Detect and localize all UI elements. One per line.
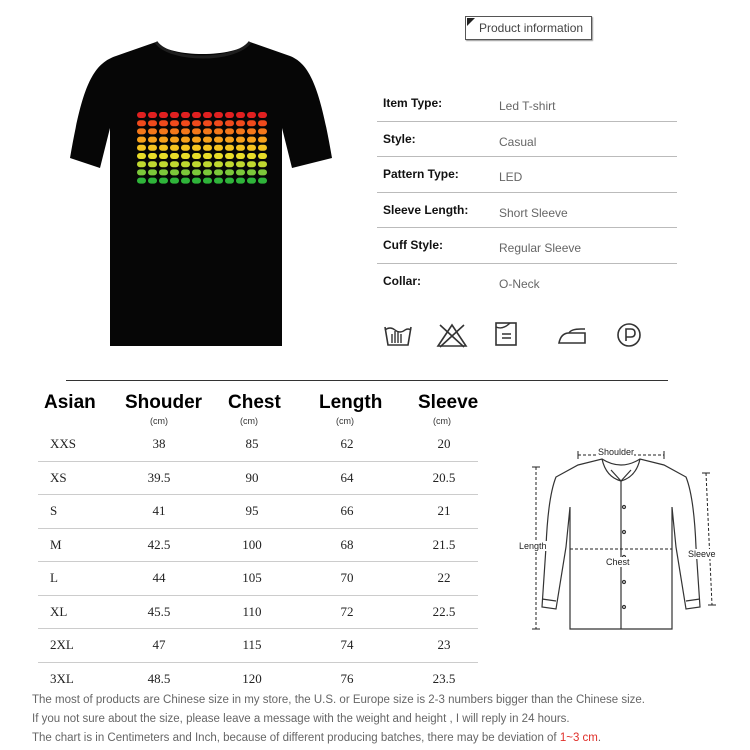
equalizer-segment bbox=[203, 128, 212, 134]
equalizer-segment bbox=[225, 169, 234, 175]
cell-shoulder: 48.5 bbox=[147, 670, 171, 686]
equalizer-segment bbox=[159, 112, 168, 118]
unit-shoulder: (cm) bbox=[150, 416, 168, 426]
hand-wash-icon bbox=[383, 321, 413, 349]
cell-shoulder: 42.5 bbox=[147, 536, 171, 552]
label-chest: Chest bbox=[606, 557, 630, 567]
equalizer-segment bbox=[170, 128, 179, 134]
equalizer-segment bbox=[181, 161, 190, 167]
equalizer-segment bbox=[203, 112, 212, 118]
equalizer-segment bbox=[247, 153, 256, 159]
note-line-3-end: . bbox=[597, 732, 602, 744]
equalizer-segment bbox=[214, 128, 223, 134]
equalizer-segment bbox=[236, 169, 245, 175]
unit-sleeve: (cm) bbox=[433, 416, 451, 426]
equalizer-segment bbox=[170, 145, 179, 151]
info-value: LED bbox=[499, 170, 523, 185]
equalizer-segment bbox=[192, 169, 201, 175]
equalizer-segment bbox=[236, 178, 245, 184]
table-row bbox=[38, 629, 478, 663]
cell-sleeve: 22.5 bbox=[432, 603, 456, 619]
deviation-highlight: 1~3 cm bbox=[559, 732, 598, 744]
table-row bbox=[38, 529, 478, 563]
equalizer-segment bbox=[214, 169, 223, 175]
no-bleach-icon bbox=[436, 321, 468, 349]
equalizer-segment bbox=[192, 120, 201, 126]
note-line-3 bbox=[32, 729, 732, 748]
equalizer-segment bbox=[192, 128, 201, 134]
equalizer-segment bbox=[170, 153, 179, 159]
cell-sleeve: 23.5 bbox=[432, 670, 456, 686]
info-value: Short Sleeve bbox=[499, 205, 568, 220]
equalizer-segment bbox=[137, 120, 146, 126]
table-row bbox=[38, 428, 478, 462]
equalizer-segment bbox=[225, 112, 234, 118]
equalizer-segment bbox=[203, 145, 212, 151]
equalizer-segment bbox=[236, 112, 245, 118]
equalizer-segment bbox=[203, 153, 212, 159]
equalizer-segment bbox=[159, 145, 168, 151]
cell-size: XS bbox=[50, 469, 67, 485]
equalizer-segment bbox=[203, 178, 212, 184]
equalizer-segment bbox=[247, 161, 256, 167]
equalizer-segment bbox=[159, 137, 168, 143]
equalizer-segment bbox=[159, 120, 168, 126]
info-row-pattern-type bbox=[377, 157, 677, 193]
equalizer-segment bbox=[148, 169, 157, 175]
equalizer-segment bbox=[181, 120, 190, 126]
cell-length: 68 bbox=[340, 536, 354, 552]
info-row-style bbox=[377, 122, 677, 158]
info-key: Pattern Type: bbox=[383, 167, 459, 182]
cell-shoulder: 38 bbox=[152, 436, 166, 451]
info-row-sleeve-length bbox=[377, 193, 677, 229]
equalizer-segment bbox=[247, 169, 256, 175]
equalizer-segment bbox=[159, 161, 168, 167]
equalizer-segment bbox=[214, 137, 223, 143]
info-key: Collar: bbox=[383, 273, 422, 288]
dry-clean-icon bbox=[615, 321, 643, 349]
equalizer-segment bbox=[170, 137, 179, 143]
iron-icon bbox=[555, 321, 589, 349]
cell-size: 3XL bbox=[50, 670, 74, 686]
note-line-2: If you not sure about the size, please leave a message with the weight and height , I will reply in 24 hours. bbox=[32, 713, 570, 725]
header-length: Length bbox=[319, 392, 383, 413]
cell-shoulder: 41 bbox=[152, 503, 166, 518]
equalizer-segment bbox=[192, 145, 201, 151]
cell-size: S bbox=[50, 503, 58, 518]
equalizer-segment bbox=[236, 137, 245, 143]
equalizer-segment bbox=[258, 169, 267, 175]
cell-chest: 115 bbox=[242, 637, 262, 652]
cell-shoulder: 47 bbox=[152, 637, 166, 652]
equalizer-segment bbox=[148, 161, 157, 167]
equalizer-segment bbox=[137, 112, 146, 118]
cell-sleeve: 22 bbox=[437, 570, 451, 585]
equalizer-segment bbox=[192, 153, 201, 159]
equalizer-segment bbox=[159, 178, 168, 184]
led-tshirt-image bbox=[70, 28, 335, 350]
cell-sleeve: 20.5 bbox=[432, 469, 456, 485]
product-info-header bbox=[465, 16, 592, 40]
equalizer-segment bbox=[148, 137, 157, 143]
cell-sleeve: 21.5 bbox=[432, 536, 456, 552]
equalizer-segment bbox=[159, 128, 168, 134]
unit-chest: (cm) bbox=[240, 416, 258, 426]
cell-chest: 90 bbox=[245, 469, 259, 485]
equalizer-segment bbox=[214, 120, 223, 126]
header-asian: Asian bbox=[44, 392, 96, 413]
cell-chest: 100 bbox=[242, 536, 262, 552]
equalizer-segment bbox=[203, 169, 212, 175]
equalizer-segment bbox=[148, 178, 157, 184]
care-icons-row bbox=[383, 321, 653, 353]
equalizer-segment bbox=[192, 112, 201, 118]
equalizer-segment bbox=[247, 145, 256, 151]
equalizer-segment bbox=[258, 128, 267, 134]
equalizer-segment bbox=[170, 161, 179, 167]
equalizer-segment bbox=[236, 153, 245, 159]
equalizer-segment bbox=[170, 120, 179, 126]
equalizer-segment bbox=[236, 120, 245, 126]
equalizer-segment bbox=[236, 145, 245, 151]
equalizer-segment bbox=[258, 137, 267, 143]
cell-chest: 95 bbox=[245, 503, 259, 518]
equalizer-segment bbox=[225, 178, 234, 184]
equalizer-segment bbox=[214, 145, 223, 151]
equalizer-segment bbox=[137, 178, 146, 184]
equalizer-segment bbox=[214, 153, 223, 159]
equalizer-segment bbox=[225, 145, 234, 151]
cell-length: 70 bbox=[340, 570, 354, 585]
equalizer-segment bbox=[214, 112, 223, 118]
product-info-table bbox=[377, 86, 677, 300]
equalizer-segment bbox=[137, 153, 146, 159]
cell-size: 2XL bbox=[50, 637, 74, 652]
cell-size: L bbox=[50, 570, 58, 585]
info-row-item-type bbox=[377, 86, 677, 122]
cell-shoulder: 39.5 bbox=[147, 469, 171, 485]
cell-size: XL bbox=[50, 603, 68, 619]
table-row bbox=[38, 562, 478, 596]
equalizer-segment bbox=[192, 161, 201, 167]
equalizer-segment bbox=[192, 137, 201, 143]
equalizer-segment bbox=[258, 120, 267, 126]
cell-chest: 120 bbox=[242, 670, 262, 686]
header-sleeve: Sleeve bbox=[418, 392, 479, 413]
equalizer-segment bbox=[236, 161, 245, 167]
equalizer-segment bbox=[258, 112, 267, 118]
equalizer-segment bbox=[137, 145, 146, 151]
equalizer-segment bbox=[137, 161, 146, 167]
label-sleeve: Sleeve bbox=[688, 549, 716, 559]
equalizer-segment bbox=[170, 112, 179, 118]
equalizer-segment bbox=[181, 128, 190, 134]
info-value: Led T-shirt bbox=[499, 99, 556, 113]
info-key: Item Type: bbox=[383, 96, 443, 110]
equalizer-segment bbox=[247, 178, 256, 184]
equalizer-segment bbox=[247, 137, 256, 143]
cell-sleeve: 20 bbox=[437, 436, 451, 451]
note-line-1: The most of products are Chinese size in my store, the U.S. or Europe size is 2-3 numbers bigger than the Chinese size. bbox=[32, 694, 645, 706]
equalizer-segment bbox=[225, 137, 234, 143]
equalizer-segment bbox=[181, 169, 190, 175]
equalizer-segment bbox=[148, 145, 157, 151]
equalizer-segment bbox=[181, 153, 190, 159]
equalizer-segment bbox=[148, 128, 157, 134]
label-length: Length bbox=[519, 541, 547, 551]
cell-shoulder: 45.5 bbox=[147, 603, 171, 619]
corner-marker bbox=[467, 18, 475, 26]
info-key: Cuff Style: bbox=[383, 238, 443, 253]
cell-length: 76 bbox=[340, 670, 354, 686]
size-table-body bbox=[38, 428, 478, 696]
info-key: Style: bbox=[383, 131, 416, 146]
equalizer-segment bbox=[258, 161, 267, 167]
equalizer-segment bbox=[170, 169, 179, 175]
cell-length: 62 bbox=[340, 436, 354, 451]
equalizer-segment bbox=[181, 137, 190, 143]
product-info-title: Product information bbox=[479, 21, 584, 35]
cell-shoulder: 44 bbox=[152, 570, 166, 585]
unit-length: (cm) bbox=[336, 416, 354, 426]
equalizer-segment bbox=[225, 153, 234, 159]
cell-chest: 105 bbox=[242, 570, 262, 585]
equalizer-segment bbox=[181, 112, 190, 118]
cell-size: M bbox=[50, 536, 62, 552]
equalizer-segment bbox=[148, 120, 157, 126]
equalizer-segment bbox=[148, 153, 157, 159]
equalizer-segment bbox=[137, 128, 146, 134]
equalizer-segment bbox=[203, 120, 212, 126]
equalizer-segment bbox=[137, 169, 146, 175]
equalizer-segment bbox=[159, 169, 168, 175]
info-value: Regular Sleeve bbox=[499, 241, 582, 256]
equalizer-segment bbox=[247, 120, 256, 126]
size-notes bbox=[32, 691, 732, 748]
label-shoulder: Shoulder bbox=[598, 447, 635, 457]
table-row bbox=[38, 462, 478, 496]
equalizer-segment bbox=[203, 137, 212, 143]
equalizer-segment bbox=[225, 120, 234, 126]
info-value: Casual bbox=[499, 134, 537, 149]
equalizer-segment bbox=[148, 112, 157, 118]
equalizer-segment bbox=[170, 178, 179, 184]
equalizer-segment bbox=[225, 161, 234, 167]
equalizer-segment bbox=[258, 145, 267, 151]
equalizer-segment bbox=[192, 178, 201, 184]
info-value: O-Neck bbox=[499, 276, 540, 291]
equalizer-segment bbox=[258, 178, 267, 184]
info-row-collar bbox=[377, 264, 677, 300]
cell-length: 64 bbox=[340, 469, 354, 485]
table-row bbox=[38, 495, 478, 529]
equalizer-segment bbox=[214, 178, 223, 184]
cell-sleeve: 23 bbox=[437, 637, 451, 652]
cell-size: XXS bbox=[50, 436, 77, 451]
equalizer-segment bbox=[159, 153, 168, 159]
cell-length: 66 bbox=[340, 503, 354, 518]
equalizer-segment bbox=[214, 161, 223, 167]
equalizer-segment bbox=[247, 112, 256, 118]
cell-chest: 110 bbox=[242, 603, 262, 619]
cell-chest: 85 bbox=[245, 436, 259, 451]
header-chest: Chest bbox=[228, 392, 281, 413]
tumble-dry-icon bbox=[493, 321, 519, 349]
header-shoulder: Shouder bbox=[125, 392, 203, 413]
info-row-cuff-style bbox=[377, 228, 677, 264]
note-line-3-text: The chart is in Centimeters and Inch, because of different producing batches, there may be deviation of bbox=[32, 732, 560, 744]
info-key: Sleeve Length: bbox=[383, 202, 469, 217]
equalizer-segment bbox=[137, 137, 146, 143]
equalizer-segment bbox=[258, 153, 267, 159]
equalizer-segment bbox=[181, 145, 190, 151]
measurement-diagram bbox=[516, 437, 726, 637]
cell-length: 74 bbox=[340, 637, 354, 652]
cell-length: 72 bbox=[340, 603, 354, 619]
equalizer-segment bbox=[181, 178, 190, 184]
equalizer-segment bbox=[247, 128, 256, 134]
equalizer-segment bbox=[225, 128, 234, 134]
equalizer-segment bbox=[236, 128, 245, 134]
table-row bbox=[38, 596, 478, 630]
cell-sleeve: 21 bbox=[437, 503, 451, 518]
equalizer-segment bbox=[203, 161, 212, 167]
section-divider bbox=[66, 380, 668, 381]
